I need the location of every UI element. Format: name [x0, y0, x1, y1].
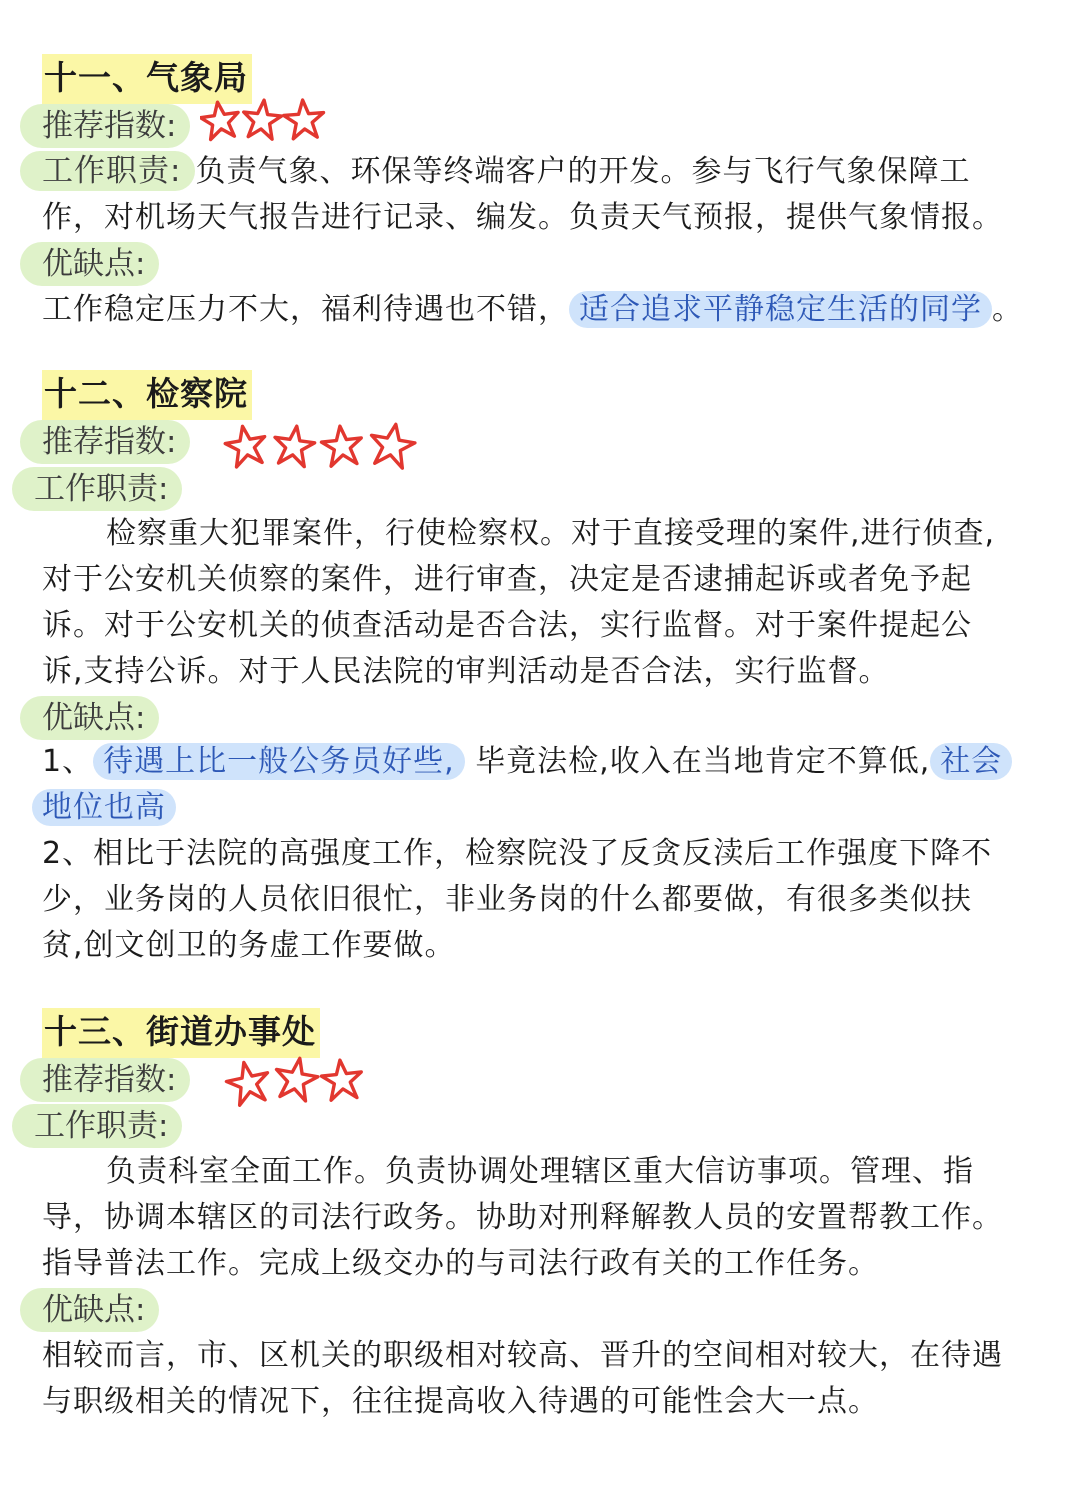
- section-12-rating-label: 推荐指数:: [20, 420, 190, 464]
- section-11-pros-label: 优缺点:: [20, 242, 159, 286]
- section-12-pros-2-line-2: 少，业务岗的人员依旧很忙，非业务岗的什么都要做，有很多类似扶: [42, 882, 972, 917]
- section-11-duty-label: 工作职责:: [20, 151, 195, 191]
- section-13-duty-line-1: 负责科室全面工作。负责协调处理辖区重大信访事项。管理、指: [106, 1154, 974, 1189]
- section-13-pros-label: 优缺点:: [20, 1288, 159, 1332]
- section-13-title: 十三、街道办事处: [42, 1008, 320, 1058]
- section-13-rating-label: 推荐指数:: [20, 1058, 190, 1102]
- section-13-duty-line-3: 指导普法工作。完成上级交办的与司法行政有关的工作任务。: [42, 1246, 879, 1281]
- section-12-duty-line-4: 诉,支持公诉。对于人民法院的审判活动是否合法，实行监督。: [42, 654, 890, 689]
- section-11-duty-text-line2: 作，对机场天气报告进行记录、编发。负责天气预报，提供气象情报。: [42, 200, 1003, 235]
- section-11-rating-stars-icon: [200, 96, 330, 144]
- section-11-title: 十一、气象局: [42, 54, 252, 104]
- section-12-duty-line-1: 检察重大犯罪案件，行使检察权。对于直接受理的案件,进行侦查,: [106, 516, 996, 551]
- section-11-rating-label: 推荐指数:: [20, 104, 190, 148]
- section-11-pros-highlight: 适合追求平静稳定生活的同学: [569, 291, 992, 328]
- section-12-pros-1-highlight-b: 社会: [930, 743, 1012, 780]
- section-13-rating-stars-icon: [222, 1054, 372, 1110]
- section-12-pros-label: 优缺点:: [20, 696, 159, 740]
- section-12-rating-stars-icon: [222, 420, 432, 472]
- section-11-pros-text: 工作稳定压力不大，福利待遇也不错，: [42, 292, 569, 327]
- section-12-pros-2-line-1: 2、相比于法院的高强度工作，检察院没了反贪反渎后工作强度下降不: [42, 836, 993, 871]
- section-12-pros-1-middle: 毕竟法检,收入在当地肯定不算低,: [475, 744, 931, 779]
- section-13-duty-label: 工作职责:: [12, 1104, 182, 1148]
- section-12-duty-line-2: 对于公安机关侦察的案件，进行审查，决定是否逮捕起诉或者免予起: [42, 562, 972, 597]
- section-12-pros-2-line-3: 贫,创文创卫的务虚工作要做。: [42, 928, 456, 963]
- section-13-pros-line-2: 与职级相关的情况下，往往提高收入待遇的可能性会大一点。: [42, 1384, 879, 1419]
- section-13-duty-line-2: 导，协调本辖区的司法行政务。协助对刑释解教人员的安置帮教工作。: [42, 1200, 1003, 1235]
- section-12-duty-line-3: 诉。对于公安机关的侦查活动是否合法，实行监督。对于案件提起公: [42, 608, 972, 643]
- section-12-title: 十二、检察院: [42, 370, 252, 420]
- section-12-pros-1-highlight-c: 地位也高: [32, 789, 176, 826]
- section-11-duty-text: 负责气象、环保等终端客户的开发。参与飞行气象保障工: [195, 154, 971, 189]
- section-12-pros-1-prefix: 1、: [42, 744, 94, 779]
- section-11-pros-end: 。: [992, 292, 1023, 327]
- section-12-pros-1-highlight-a: 待遇上比一般公务员好些,: [93, 743, 465, 780]
- section-12-duty-label: 工作职责:: [12, 467, 182, 511]
- section-13-pros-line-1: 相较而言，市、区机关的职级相对较高、晋升的空间相对较大，在待遇: [42, 1338, 1003, 1373]
